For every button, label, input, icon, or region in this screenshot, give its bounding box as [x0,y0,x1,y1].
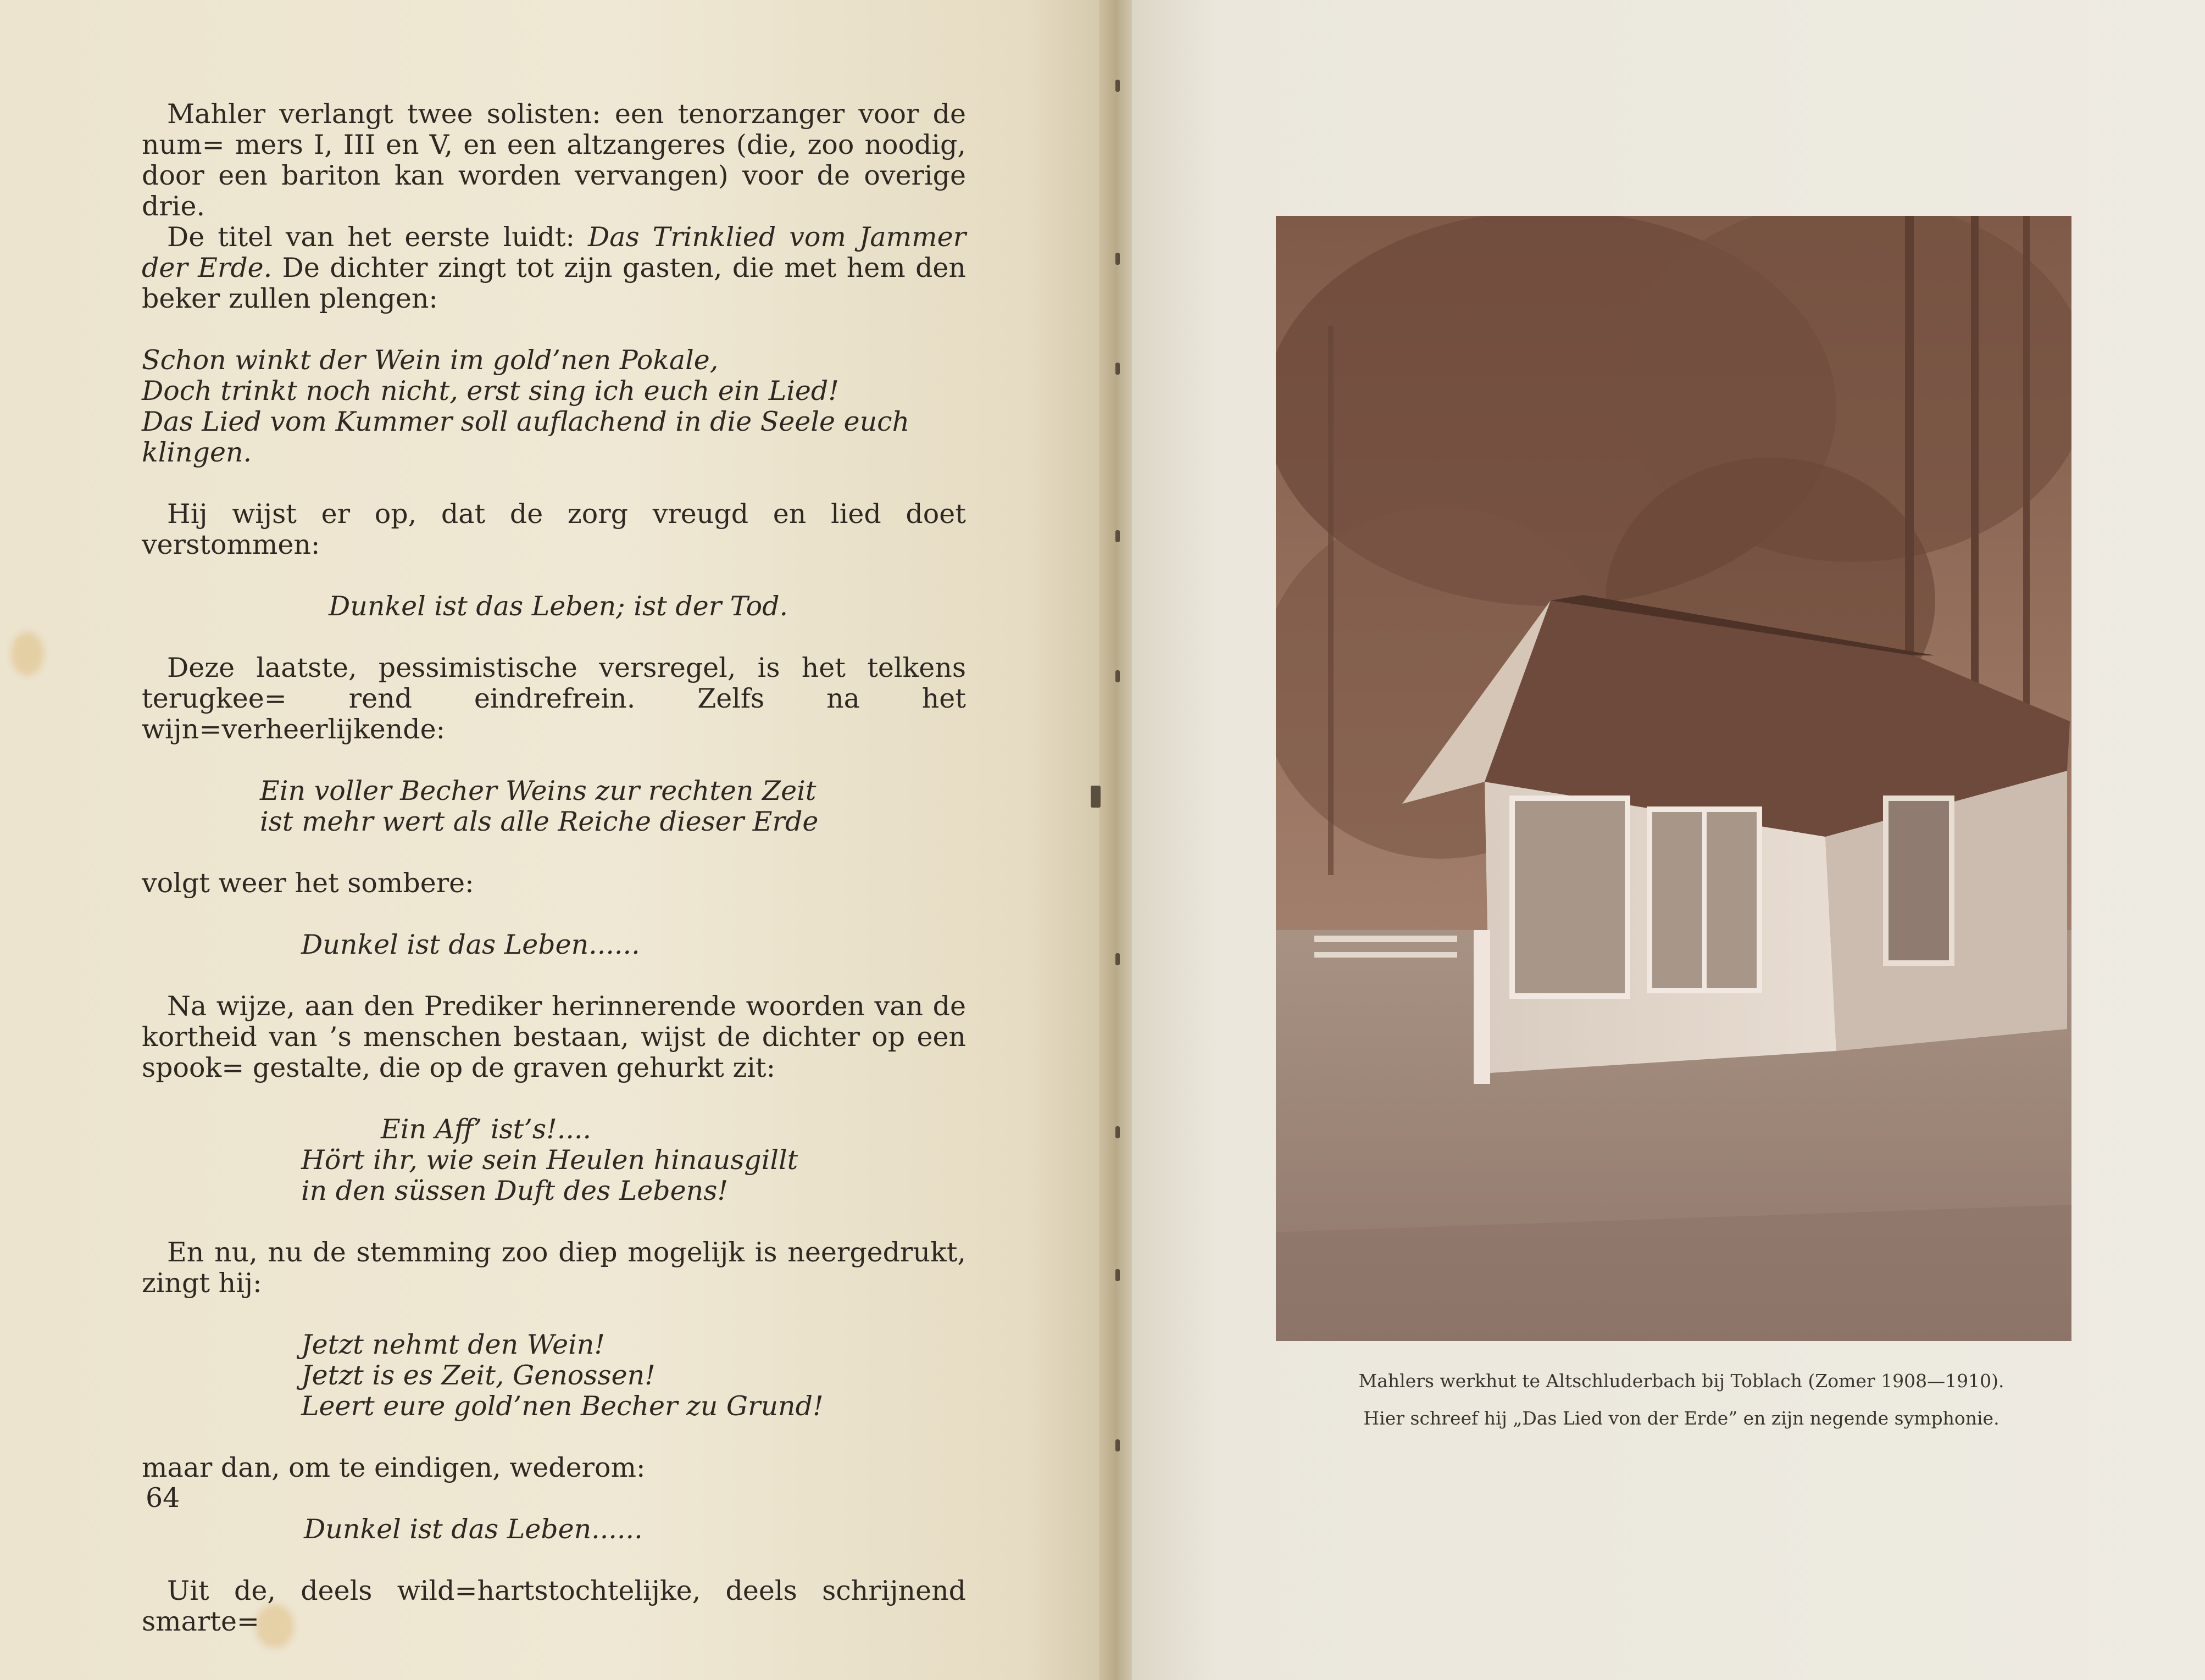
verse-line: Ein voller Becher Weins zur rechten Zeit [260,775,817,806]
binding-thread [1115,80,1120,92]
caption-line: Mahlers werkhut te Altschluderbach bij Toblach (Zomer 1908—1910). [1358,1370,2004,1392]
paragraph-text: De titel van het eerste luidt: [167,221,588,253]
binding-thread [1115,670,1120,682]
paragraph: Mahler verlangt twee solisten: een tenorzanger voor de num= mers I, III en V, en een altzangeres (die, zoo noodig, door een bariton kan worden vervangen) voor de overige drie. [142,98,966,222]
binding-thread [1115,1126,1120,1138]
paragraph: volgt weer het sombere: [142,867,474,899]
binding-thread [1115,253,1120,265]
verse-line: Das Lied vom Kummer soll auflachend in die Seele euch klingen. [142,406,910,468]
verse-line: Ein Aff’ ist’s!.... [381,1114,592,1145]
verse-line: Leert eure gold’nen Becher zu Grund! [301,1390,824,1422]
paragraph: Na wijze, aan den Prediker herinnerende woorden van de kortheid van ’s menschen bestaan, wijst de dichter op een spook= gestalte, die op de graven gehurkt zit: [142,991,966,1083]
verse-line: Dunkel ist das Leben...... [304,1514,643,1545]
paragraph [142,222,966,314]
binding-thread [1115,953,1120,965]
paragraph: maar dan, om te eindigen, wederom: [142,1452,646,1483]
binding-thread [1115,1269,1120,1281]
verse-line: Jetzt is es Zeit, Genossen! [301,1360,656,1391]
paragraph: En nu, nu de stemming zoo diep mogelijk is neergedrukt, zingt hij: [142,1237,966,1299]
verse-line: Hört ihr, wie sein Heulen hinausgillt [301,1144,798,1176]
caption-line: Hier schreef hij „Das Lied von der Erde” en zijn negende symphonie. [1363,1408,2000,1429]
hut-photograph [1276,216,2071,1341]
paper-stain [11,632,44,676]
paragraph: Uit de, deels wild=hartstochtelijke, deels schrijnend smarte= [142,1575,966,1637]
paragraph: Deze laatste, pessimistische versregel, is het telkens terugkee= rend eindrefrein. Zelfs na het wijn=verheerlijkende: [142,652,966,745]
paragraph-text: De dichter zingt tot zijn gasten, die met hem den beker zullen plengen: [142,252,966,314]
verse-line: Doch trinkt noch nicht, erst sing ich euch ein Lied! [142,375,839,407]
binding-thread [1115,530,1120,542]
binding-thread [1115,363,1120,375]
verse-line: Dunkel ist das Leben; ist der Tod. [329,591,788,622]
verse-line: Jetzt nehmt den Wein! [301,1329,606,1360]
page-number: 64 [146,1482,180,1514]
binding-thread [1091,786,1101,808]
verse-line: ist mehr wert als alle Reiche dieser Erde [260,806,819,837]
song-title: Das Trinklied vom Jammer der Erde. [142,221,966,283]
verse-line: Schon winkt der Wein im gold’nen Pokale, [142,344,719,376]
hut-photo-drawing [1276,216,2071,1341]
photo-caption [1297,1362,2066,1437]
verse-line: Dunkel ist das Leben...... [301,929,640,960]
binding-thread [1115,1439,1120,1451]
paragraph: Hij wijst er op, dat de zorg vreugd en lied doet verstommen: [142,498,966,560]
body-text [142,99,966,1637]
verse-line: in den süssen Duft des Lebens! [301,1175,729,1206]
